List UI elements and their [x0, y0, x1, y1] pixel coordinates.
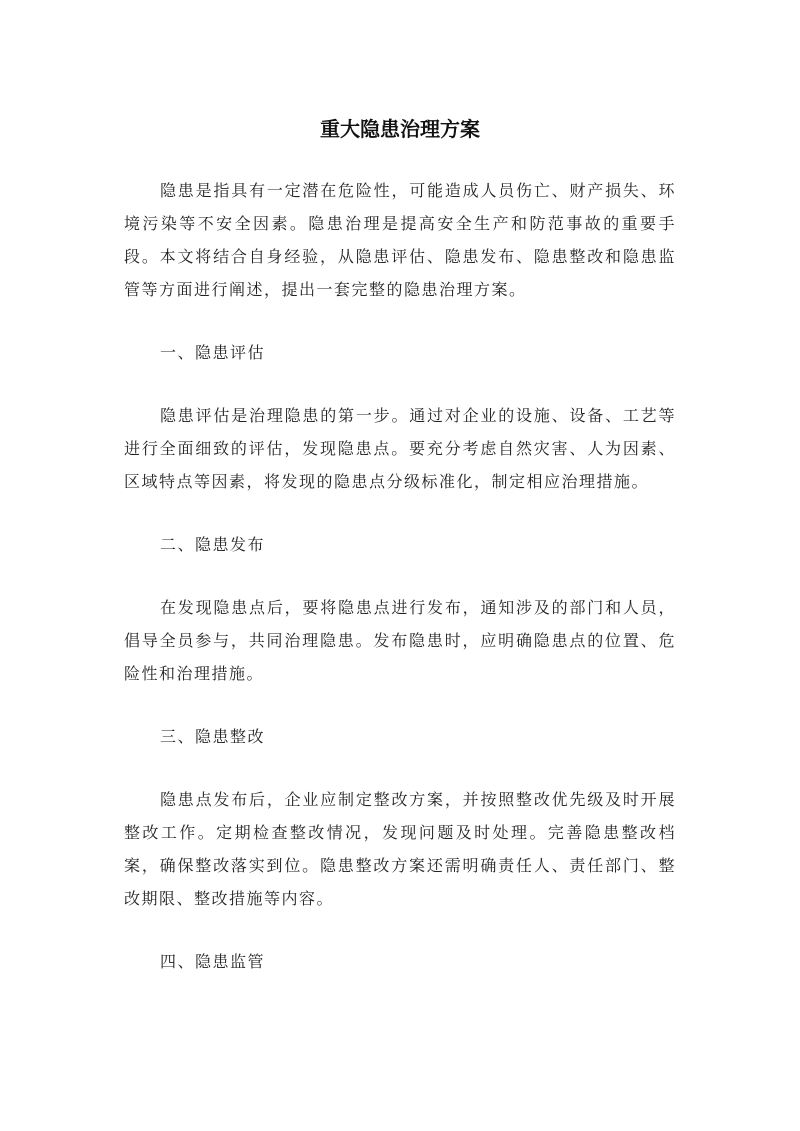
rectification-paragraph: 隐患点发布后，企业应制定整改方案，并按照整改优先级及时开展整改工作。定期检查整改情况，发现问题及时处理。完善隐患整改档案，确保整改落实到位。隐患整改方案还需明确责任人、责任部门、整改期限、整改措施等内容。: [124, 790, 676, 908]
document-body: [124, 174, 676, 1008]
intro-paragraph: 隐患是指具有一定潜在危险性，可能造成人员伤亡、财产损失、环境污染等不安全因素。隐患治理是提高安全生产和防范事故的重要手段。本文将结合自身经验，从隐患评估、隐患发布、隐患整改和隐患监管等方面进行阐述，提出一套完整的隐患治理方案。: [124, 181, 676, 299]
document-title: 重大隐患治理方案: [320, 117, 480, 141]
section-heading-rectification: 三、隐患整改: [160, 727, 266, 746]
publication-paragraph: 在发现隐患点后，要将隐患点进行发布，通知涉及的部门和人员，倡导全员参与，共同治理隐患。发布隐患时，应明确隐患点的位置、危险性和治理措施。: [124, 598, 676, 683]
section-heading-publication: 二、隐患发布: [160, 535, 266, 554]
assessment-paragraph: 隐患评估是治理隐患的第一步。通过对企业的设施、设备、工艺等进行全面细致的评估，发现隐患点。要充分考虑自然灾害、人为因素、区域特点等因素，将发现的隐患点分级标准化，制定相应治理措施。: [124, 406, 676, 491]
section-heading-assessment: 一、隐患评估: [160, 343, 266, 362]
section-heading-supervision: 四、隐患监管: [160, 952, 266, 971]
